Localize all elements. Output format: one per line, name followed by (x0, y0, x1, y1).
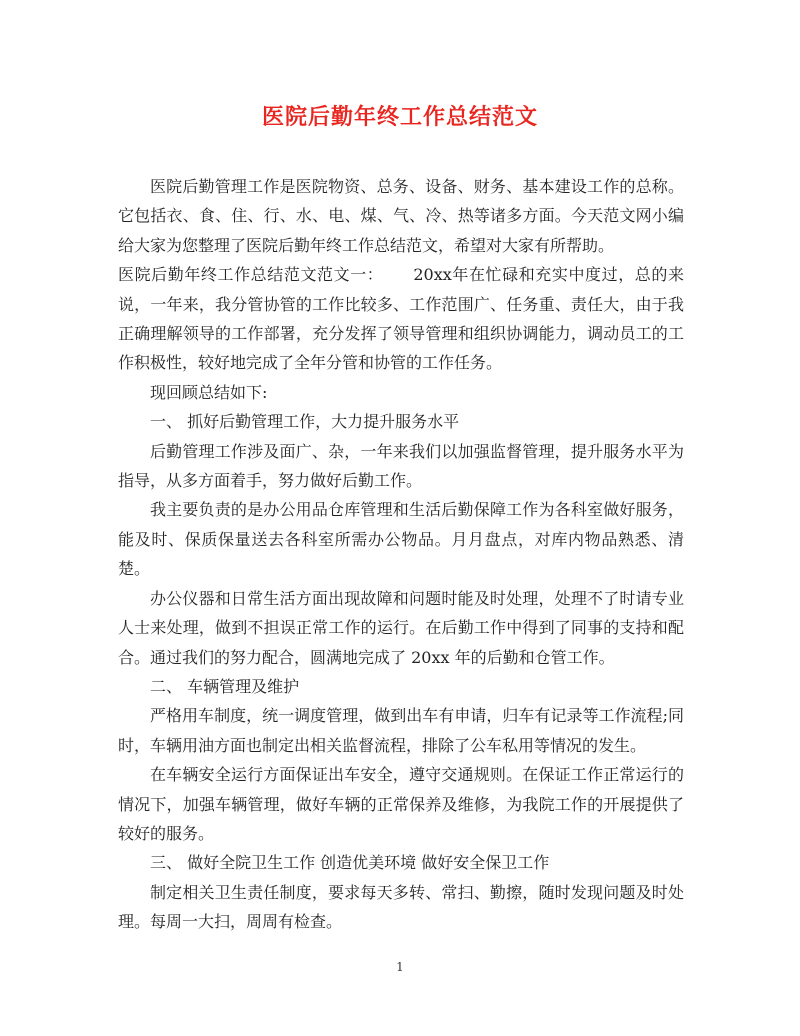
paragraph-vehicle-rules: 严格用车制度，统一调度管理，做到出车有申请，归车有记录等工作流程;同时，车辆用油方面也制定出相关监督流程，排除了公车私用等情况的发生。 (118, 706, 684, 755)
paragraph-office-supplies: 我主要负责的是办公用品仓库管理和生活后勤保障工作为各科室做好服务，能及时、保质保量送去各科室所需办公物品。月月盘点，对库内物品熟悉、清楚。 (118, 500, 684, 579)
paragraph-logistics-overview: 后勤管理工作涉及面广、杂，一年来我们以加强监督管理，提升服务水平为指导，从多方面着手，努力做好后勤工作。 (118, 441, 684, 491)
section-heading-1: 一、 抓好后勤管理工作，大力提升服务水平 (150, 412, 460, 432)
section-heading-3: 三、 做好全院卫生工作 创造优美环境 做好安全保卫工作 (150, 853, 550, 873)
section-subtitle-line (118, 260, 684, 378)
document-body (118, 172, 684, 937)
paragraph-hygiene: 制定相关卫生责任制度，要求每天多转、常扫、勤擦，随时发现问题及时处理。每周一大扫，周周有检查。 (118, 882, 684, 932)
document-title: 医院后勤年终工作总结范文 (261, 104, 538, 130)
paragraph-equipment-maintenance: 办公仪器和日常生活方面出现故障和问题时能及时处理，处理不了时请专业人士来处理，做到不担误正常工作的运行。在后勤工作中得到了同事的支持和配合。通过我们的努力配合，圆满地完成了 20xx 年的后勤和仓管工作。 (118, 588, 684, 667)
subtitle-opening-text: 20xx年在忙碌和充实中度过，总的来说，一年来，我分管协管的工作比较多、工作范围广、任务重、责任大，由于我正确理解领导的工作部署，充分发挥了领导管理和组织协调能力，调动员工的工作积极性，较好地完成了全年分管和协管的工作任务。 (118, 265, 684, 373)
paragraph-vehicle-safety: 在车辆安全运行方面保证出车安全，遵守交通规则。在保证工作正常运行的情况下，加强车辆管理，做好车辆的正常保养及维修，为我院工作的开展提供了较好的服务。 (118, 765, 684, 843)
intro-paragraph: 医院后勤管理工作是医院物资、总务、设备、财务、基本建设工作的总称。它包括衣、食、住、行、水、电、煤、气、冷、热等诸多方面。今天范文网小编给大家为您整理了医院后勤年终工作总结范文，希望对大家有所帮助。 (118, 177, 684, 255)
review-intro: 现回顾总结如下: (150, 382, 268, 402)
subtitle-label: 医院后勤年终工作总结范文范文一： (118, 265, 384, 285)
section-heading-2: 二、 车辆管理及维护 (150, 676, 300, 696)
page-number: 1 (396, 960, 404, 974)
